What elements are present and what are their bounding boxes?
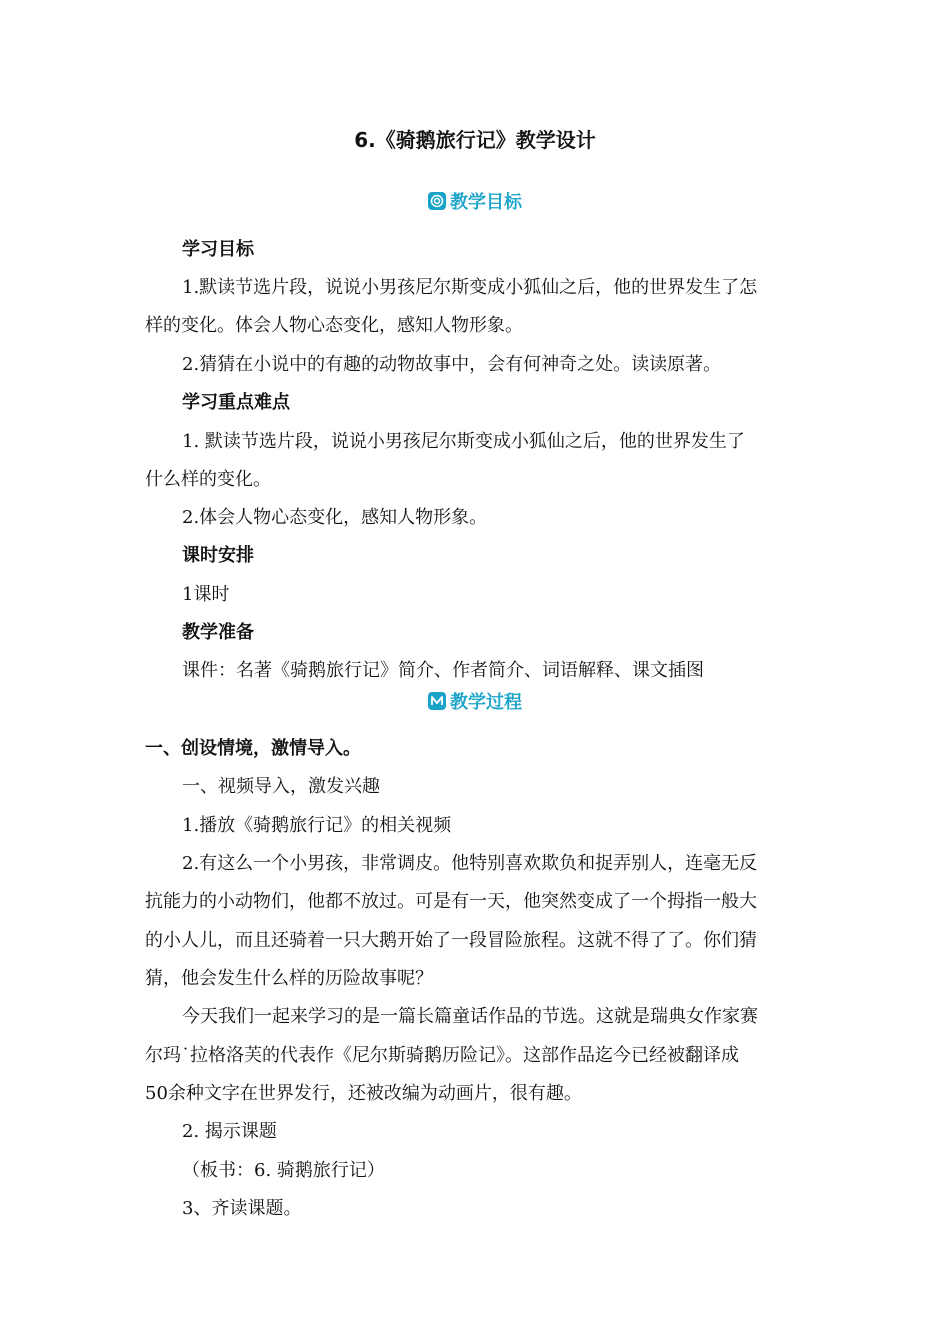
text-line: 1.播放《骑鹅旅行记》的相关视频 — [182, 815, 452, 836]
text-line: 2.猜猜在小说中的有趣的动物故事中，会有何神奇之处。读读原著。 — [182, 354, 722, 375]
heading-learning-goals: 学习目标 — [182, 239, 254, 260]
section-header-goals — [0, 188, 950, 214]
document-title: 6.《骑鹅旅行记》教学设计 — [354, 128, 596, 152]
text-line: 样的变化。体会人物心态变化，感知人物形象。 — [145, 315, 523, 336]
text-line: 1.默读节选片段，说说小男孩尼尔斯变成小狐仙之后，他的世界发生了怎 — [182, 277, 758, 298]
heading-preparation: 教学准备 — [182, 622, 254, 643]
process-icon — [428, 692, 446, 710]
text-line: 2. 揭示课题 — [182, 1121, 277, 1142]
text-line: 一、视频导入，激发兴趣 — [182, 776, 380, 797]
text-line: 课件：名著《骑鹅旅行记》简介、作者简介、词语解释、课文插图 — [182, 660, 704, 681]
heading-key-points: 学习重点难点 — [182, 392, 290, 413]
text-line: 2.有这么一个小男孩，非常调皮。他特别喜欢欺负和捉弄别人，连毫无反 — [182, 853, 758, 874]
heading-part-one: 一、创设情境，激情导入。 — [145, 738, 361, 759]
text-line: 的小人儿，而且还骑着一只大鹅开始了一段冒险旅程。这就不得了了。你们猜 — [145, 930, 757, 951]
text-line: 1. 默读节选片段，说说小男孩尼尔斯变成小狐仙之后，他的世界发生了 — [182, 431, 745, 452]
text-line: 抗能力的小动物们，他都不放过。可是有一天，他突然变成了一个拇指一般大 — [145, 891, 757, 912]
text-line: 2.体会人物心态变化，感知人物形象。 — [182, 507, 488, 528]
section-label-process: 教学过程 — [450, 692, 522, 713]
text-line: 尔玛˙拉格洛芙的代表作《尼尔斯骑鹅历险记》。这部作品迄今已经被翻译成 — [145, 1045, 739, 1066]
text-line: 什么样的变化。 — [145, 469, 271, 490]
heading-schedule: 课时安排 — [182, 545, 254, 566]
text-line: （板书：6. 骑鹅旅行记） — [182, 1160, 385, 1181]
section-label-goals: 教学目标 — [450, 192, 522, 213]
text-line: 3、齐读课题。 — [182, 1198, 302, 1219]
target-icon — [428, 192, 446, 210]
section-header-process — [0, 688, 950, 714]
text-line: 1课时 — [182, 584, 230, 605]
text-line: 猜，他会发生什么样的历险故事呢？ — [145, 968, 433, 989]
text-line: 50余种文字在世界发行，还被改编为动画片，很有趣。 — [145, 1083, 582, 1104]
text-line: 今天我们一起来学习的是一篇长篇童话作品的节选。这就是瑞典女作家赛 — [182, 1006, 758, 1027]
